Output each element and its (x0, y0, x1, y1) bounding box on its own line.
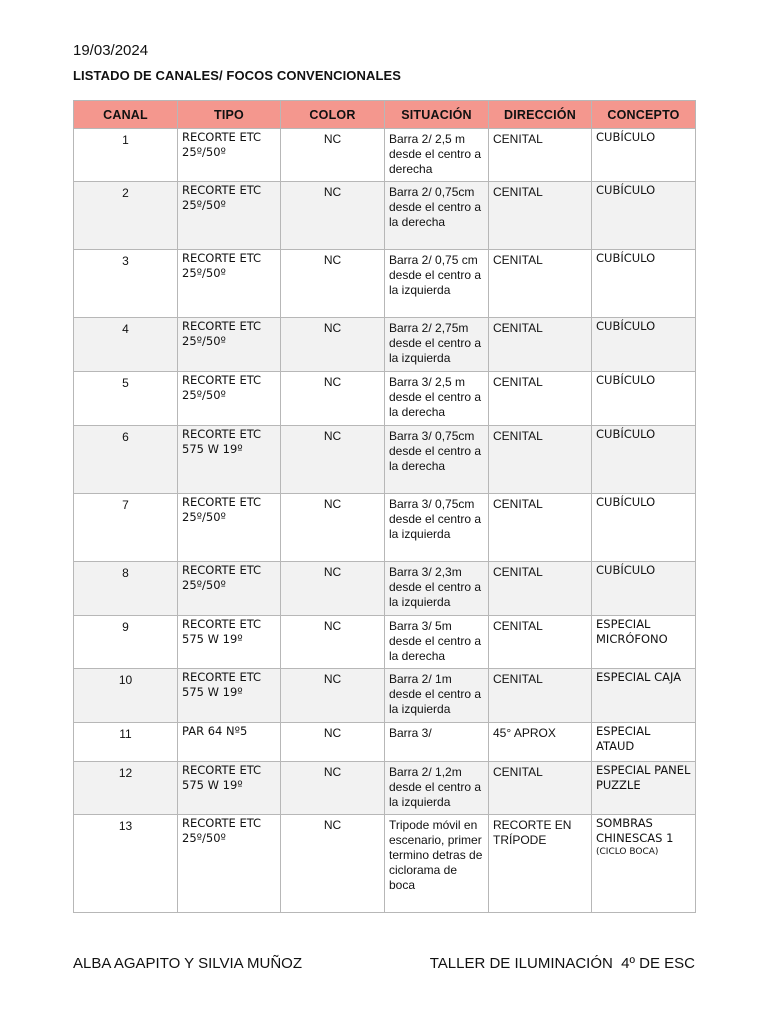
cell-canal (74, 616, 178, 669)
column-header-tipo: TIPO (178, 101, 281, 129)
cell-situacion-text: Barra 2/ 1m desde el centro a la izquierda (389, 672, 482, 716)
cell-tipo (178, 562, 281, 616)
cell-concepto (592, 129, 696, 182)
cell-situacion (385, 723, 489, 762)
column-header-canal: CANAL (74, 101, 178, 129)
cell-canal-text: 1 (122, 133, 129, 147)
cell-tipo (178, 815, 281, 913)
cell-direccion (489, 318, 592, 372)
table-row (74, 182, 696, 250)
cell-color-text: NC (323, 497, 342, 511)
cell-concepto (592, 762, 696, 815)
table-row (74, 250, 696, 318)
cell-situacion-text: Barra 2/ 0,75 cm desde el centro a la izquierda (389, 253, 482, 297)
cell-concepto-text: SOMBRAS CHINESCAS 1 (CICLO BOCA) (592, 815, 695, 861)
cell-tipo-text: RECORTE ETC 25º/50º (182, 816, 262, 845)
cell-tipo-text: RECORTE ETC 25º/50º (182, 251, 262, 280)
cell-canal-text: 13 (118, 819, 133, 833)
cell-canal-text: 10 (118, 673, 133, 687)
cell-color (281, 129, 385, 182)
cell-color-text: NC (323, 185, 342, 199)
cell-concepto-text: CUBÍCULO (596, 563, 656, 577)
cell-situacion-text: Tripode móvil en escenario, primer termino detras de ciclorama de boca (389, 818, 483, 892)
cell-color-text: NC (323, 672, 342, 686)
cell-situacion (385, 250, 489, 318)
cell-situacion (385, 182, 489, 250)
cell-concepto (592, 250, 696, 318)
cell-direccion (489, 250, 592, 318)
cell-tipo (178, 318, 281, 372)
cell-direccion-text: CENITAL (493, 321, 543, 335)
cell-concepto-text: ESPECIAL CAJA (596, 670, 682, 684)
cell-tipo (178, 616, 281, 669)
cell-situacion-text: Barra 3/ 0,75cm desde el centro a la derecha (389, 429, 482, 473)
cell-canal (74, 372, 178, 426)
cell-concepto (592, 494, 696, 562)
cell-concepto-text: CUBÍCULO (596, 495, 656, 509)
cell-color (281, 815, 385, 913)
cell-color (281, 616, 385, 669)
cell-situacion-text: Barra 3/ 5m desde el centro a la derecha (389, 619, 482, 663)
cell-situacion (385, 815, 489, 913)
cell-concepto (592, 616, 696, 669)
cell-situacion-text: Barra 3/ (389, 726, 432, 740)
cell-color (281, 669, 385, 723)
cell-direccion-text: CENITAL (493, 765, 543, 779)
cell-color-text: NC (323, 726, 342, 740)
cell-direccion (489, 494, 592, 562)
cell-direccion-text: CENITAL (493, 253, 543, 267)
cell-tipo (178, 372, 281, 426)
cell-concepto-text: CUBÍCULO (596, 183, 656, 197)
cell-direccion-text: CENITAL (493, 429, 543, 443)
column-header-concepto: CONCEPTO (592, 101, 696, 129)
cell-color-text: NC (323, 375, 342, 389)
cell-direccion-text: CENITAL (493, 375, 543, 389)
cell-concepto (592, 723, 696, 762)
column-header-color: COLOR (281, 101, 385, 129)
table-row (74, 723, 696, 762)
cell-tipo (178, 250, 281, 318)
cell-canal-text: 11 (119, 727, 132, 741)
cell-canal-text: 2 (122, 186, 129, 200)
cell-canal (74, 669, 178, 723)
cell-concepto-note: (CICLO BOCA) (596, 847, 659, 857)
cell-direccion-text: RECORTE EN TRÍPODE (493, 818, 572, 847)
cell-situacion-text: Barra 2/ 0,75cm desde el centro a la derecha (389, 185, 482, 229)
cell-color (281, 250, 385, 318)
cell-concepto-text: ESPECIAL PANEL PUZZLE (596, 763, 691, 792)
cell-direccion (489, 129, 592, 182)
cell-canal-text: 3 (122, 254, 129, 268)
cell-concepto-text: CUBÍCULO (596, 251, 656, 265)
cell-direccion (489, 562, 592, 616)
cell-color-text: NC (323, 619, 342, 633)
cell-situacion-text: Barra 2/ 2,5 m desde el centro a derecha (389, 132, 482, 176)
cell-tipo-text: RECORTE ETC 25º/50º (182, 319, 262, 348)
table-row (74, 426, 696, 494)
table-row (74, 318, 696, 372)
cell-direccion-text: CENITAL (493, 497, 543, 511)
cell-tipo-text: PAR 64 Nº5 (182, 724, 248, 738)
cell-direccion-text: CENITAL (493, 132, 543, 146)
cell-situacion (385, 318, 489, 372)
cell-color-text: NC (323, 253, 342, 267)
cell-situacion (385, 129, 489, 182)
cell-concepto-text: ESPECIAL ATAUD (596, 724, 651, 753)
cell-situacion (385, 616, 489, 669)
table-row (74, 494, 696, 562)
table-row (74, 669, 696, 723)
channels-table (73, 100, 696, 913)
cell-situacion-text: Barra 2/ 1,2m desde el centro a la izquierda (389, 765, 482, 809)
cell-color (281, 372, 385, 426)
cell-direccion (489, 723, 592, 762)
cell-direccion (489, 182, 592, 250)
cell-canal (74, 129, 178, 182)
cell-tipo (178, 762, 281, 815)
cell-tipo-text: RECORTE ETC 25º/50º (182, 373, 262, 402)
table-row (74, 562, 696, 616)
cell-situacion-text: Barra 2/ 2,75m desde el centro a la izquierda (389, 321, 482, 365)
cell-color (281, 562, 385, 616)
footer-course: TALLER DE ILUMINACIÓN 4º DE ESC (429, 955, 695, 972)
cell-direccion-text: CENITAL (493, 565, 543, 579)
cell-canal (74, 494, 178, 562)
cell-concepto (592, 182, 696, 250)
cell-canal (74, 562, 178, 616)
cell-concepto (592, 815, 696, 913)
cell-direccion (489, 372, 592, 426)
cell-tipo (178, 494, 281, 562)
cell-canal-text: 4 (122, 322, 129, 336)
cell-color (281, 494, 385, 562)
cell-color-text: NC (323, 765, 342, 779)
cell-situacion (385, 426, 489, 494)
cell-concepto (592, 372, 696, 426)
cell-color-text: NC (323, 429, 342, 443)
cell-concepto (592, 669, 696, 723)
cell-direccion (489, 669, 592, 723)
cell-concepto-text: CUBÍCULO (596, 427, 656, 441)
cell-direccion-text: CENITAL (493, 619, 543, 633)
cell-direccion-text: 45° APROX (493, 726, 556, 740)
cell-color (281, 762, 385, 815)
cell-canal-text: 12 (118, 766, 133, 780)
cell-tipo (178, 426, 281, 494)
cell-tipo-text: RECORTE ETC 575 W 19º (182, 427, 262, 456)
cell-concepto (592, 426, 696, 494)
column-header-situacion: SITUACIÓN (385, 101, 489, 129)
cell-canal-text: 7 (122, 498, 129, 512)
cell-color (281, 426, 385, 494)
table-row (74, 372, 696, 426)
cell-direccion (489, 815, 592, 913)
cell-situacion (385, 762, 489, 815)
cell-situacion-text: Barra 3/ 2,5 m desde el centro a la derecha (389, 375, 482, 419)
cell-tipo-text: RECORTE ETC 25º/50º (182, 495, 262, 524)
cell-color-text: NC (323, 565, 342, 579)
cell-color (281, 318, 385, 372)
document-title: LISTADO DE CANALES/ FOCOS CONVENCIONALES (73, 68, 402, 83)
cell-situacion (385, 669, 489, 723)
table-header-row (74, 101, 696, 129)
cell-color (281, 182, 385, 250)
cell-canal (74, 815, 178, 913)
cell-concepto (592, 318, 696, 372)
cell-concepto-text: CUBÍCULO (596, 319, 656, 333)
cell-situacion (385, 494, 489, 562)
cell-situacion-text: Barra 3/ 0,75cm desde el centro a la izquierda (389, 497, 482, 541)
cell-concepto-text: ESPECIAL MICRÓFONO (596, 617, 668, 646)
footer-authors: ALBA AGAPITO Y SILVIA MUÑOZ (73, 955, 302, 972)
cell-canal (74, 723, 178, 762)
table-row (74, 616, 696, 669)
cell-direccion-text: CENITAL (493, 672, 543, 686)
cell-direccion (489, 426, 592, 494)
column-header-direccion: DIRECCIÓN (489, 101, 592, 129)
document-date: 19/03/2024 (73, 42, 149, 59)
cell-canal-text: 6 (122, 430, 129, 444)
cell-tipo (178, 182, 281, 250)
cell-color-text: NC (323, 818, 342, 832)
cell-tipo-text: RECORTE ETC 575 W 19º (182, 670, 262, 699)
cell-canal (74, 318, 178, 372)
cell-canal (74, 250, 178, 318)
cell-direccion (489, 616, 592, 669)
cell-situacion (385, 562, 489, 616)
cell-canal (74, 426, 178, 494)
table-row (74, 762, 696, 815)
cell-concepto-text: CUBÍCULO (596, 130, 656, 144)
cell-concepto (592, 562, 696, 616)
cell-tipo-text: RECORTE ETC 575 W 19º (182, 763, 262, 792)
cell-tipo-text: RECORTE ETC 25º/50º (182, 130, 262, 159)
cell-concepto-text: CUBÍCULO (596, 373, 656, 387)
cell-situacion (385, 372, 489, 426)
cell-canal-text: 5 (122, 376, 129, 390)
table-row (74, 129, 696, 182)
cell-color-text: NC (323, 132, 342, 146)
cell-direccion (489, 762, 592, 815)
cell-tipo-text: RECORTE ETC 575 W 19º (182, 617, 262, 646)
cell-direccion-text: CENITAL (493, 185, 543, 199)
cell-tipo-text: RECORTE ETC 25º/50º (182, 183, 262, 212)
cell-color (281, 723, 385, 762)
cell-tipo (178, 129, 281, 182)
table-row (74, 815, 696, 913)
cell-canal (74, 182, 178, 250)
cell-canal (74, 762, 178, 815)
cell-tipo-text: RECORTE ETC 25º/50º (182, 563, 262, 592)
cell-canal-text: 9 (122, 620, 129, 634)
cell-canal-text: 8 (122, 566, 129, 580)
cell-tipo (178, 723, 281, 762)
cell-situacion-text: Barra 3/ 2,3m desde el centro a la izquierda (389, 565, 482, 609)
cell-color-text: NC (323, 321, 342, 335)
cell-tipo (178, 669, 281, 723)
